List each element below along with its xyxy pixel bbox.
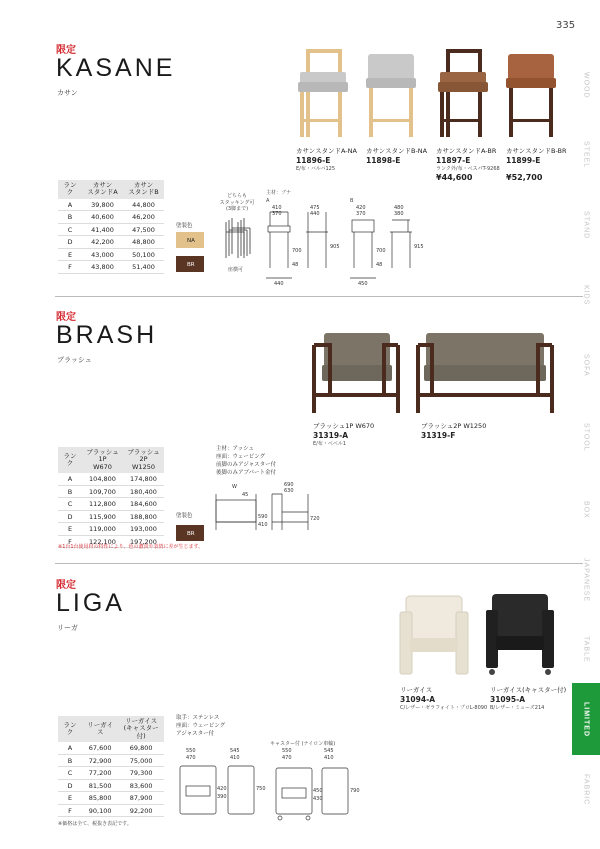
kasane-title: KASANE — [56, 54, 176, 82]
tab-wood[interactable]: WOOD — [582, 71, 590, 99]
liga-spec-notes: 取手：ステンレス 座面：ウェービング アジャスター付 — [176, 715, 226, 737]
table-row: F 122,100 197,200 — [58, 535, 164, 548]
kasane-product-b-na: カサンスタンドB-NA 11898-E — [366, 147, 428, 165]
liga-product-chair: リーガイス 31094-A C/レザー・ゼラフォイト・プロL-8090 — [400, 686, 488, 711]
dim-a-h3: 48 — [292, 262, 299, 268]
brash-dim-h3: 720 — [310, 516, 320, 522]
brash-swatch-br-label: BR — [187, 531, 195, 537]
table-row: E 119,000 193,000 — [58, 523, 164, 536]
dim-b-h3: 48 — [376, 262, 383, 268]
brash-product-2p: ブラッシュ2P W1250 31319-F — [421, 422, 487, 440]
liga-dim-b-h1: 790 — [350, 788, 360, 794]
liga-dim-a-top2: 470 — [186, 755, 196, 761]
brash-title: BRASH — [56, 321, 158, 349]
kasane-limited-badge: 限定 — [56, 45, 76, 56]
table-row: F 43,800 51,400 — [58, 261, 164, 274]
table-header: カサン スタンドB — [123, 180, 164, 199]
dim-a-top: 410 — [272, 205, 282, 211]
liga-dim-b-top2: 470 — [282, 755, 292, 761]
tab-stool[interactable]: STOOL — [582, 423, 590, 452]
section-divider — [55, 563, 583, 564]
table-row: B 40,600 46,200 — [58, 211, 164, 224]
liga-dim-b-top: 550 — [282, 748, 292, 754]
table-header: リーガイス — [82, 716, 118, 742]
brash-dimension-drawings — [212, 482, 322, 542]
liga-chair-photo — [400, 596, 468, 674]
liga-dim-b-side: 545 — [324, 748, 334, 754]
dim-a-h2: 905 — [330, 244, 340, 250]
liga-caster-chair-photo — [486, 594, 554, 675]
kasane-dimension-drawings — [262, 204, 437, 286]
brash-1p-photo — [314, 333, 398, 413]
brash-kana: ブラッシュ — [57, 356, 92, 364]
kasane-finish-label: 塗装色 — [176, 223, 193, 229]
table-row: E 85,800 87,900 — [58, 792, 164, 805]
table-header: カサン スタンドA — [82, 180, 123, 199]
kasane-price-table — [58, 180, 164, 274]
kasane-stand-a-br-photo — [438, 49, 488, 137]
kasane-stack-note: どちらも スタッキング可 (3脚まで) — [219, 193, 255, 212]
section-divider — [55, 296, 583, 297]
table-row: C 112,800 184,600 — [58, 498, 164, 511]
kasane-product-a-br: カサンスタンドA-BR 11897-E ランク外/布・ベスパT-9268 ¥44,600 — [436, 147, 500, 182]
table-row: A 104,800 174,800 — [58, 473, 164, 485]
dim-a-bottom: 440 — [274, 281, 284, 286]
brash-dim-h1: 590 — [258, 514, 268, 520]
liga-price-table — [58, 716, 164, 817]
table-header: ブラッシュ2P W1250 — [123, 447, 164, 473]
kasane-chair-photos — [296, 44, 556, 144]
tab-table[interactable]: TABLE — [582, 635, 590, 663]
kasane-kana: カサン — [57, 89, 78, 97]
table-row: C 77,200 79,300 — [58, 767, 164, 780]
liga-dim-a-side: 545 — [230, 748, 240, 754]
dim-b-w3: 380 — [394, 211, 404, 217]
kasane-stand-b-na-photo — [366, 54, 416, 137]
table-row: B 109,700 180,400 — [58, 485, 164, 498]
stacking-illustration — [220, 218, 258, 262]
tab-kids[interactable]: KIDS — [582, 284, 590, 306]
kasane-stand-b-br-photo — [506, 54, 556, 137]
table-row: B 72,900 75,000 — [58, 754, 164, 767]
table-row: F 90,100 92,200 — [58, 804, 164, 817]
dim-b-h1: 700 — [376, 248, 386, 254]
liga-dim-a-h3: 390 — [217, 794, 227, 800]
tab-limited[interactable]: LIMITED — [572, 683, 600, 755]
kasane-dim-b-label: B — [350, 198, 354, 204]
brash-2p-photo — [418, 333, 552, 413]
brash-spec-notes: 主材：アッシュ 座面：ウェービング 前脚のみアジャスター付 後脚のみアブパート金付 — [216, 446, 277, 476]
liga-title: LIGA — [56, 589, 125, 617]
liga-limited-badge: 限定 — [56, 580, 76, 591]
table-header: ランク — [58, 716, 82, 742]
brash-limited-badge: 限定 — [56, 312, 76, 323]
liga-dim-a-h1: 750 — [256, 786, 266, 792]
table-row: D 81,500 83,600 — [58, 779, 164, 792]
table-header: ランク — [58, 180, 82, 199]
table-row: A 67,600 69,800 — [58, 742, 164, 754]
liga-footnote: ※価格は全て、税抜き表記です。 — [58, 821, 132, 827]
tab-box[interactable]: BOX — [582, 501, 590, 519]
liga-kana: リーガ — [57, 624, 78, 632]
liga-chair-photos — [396, 590, 556, 682]
liga-dimension-drawings — [172, 746, 362, 822]
liga-dim-b-side2: 410 — [324, 755, 334, 761]
liga-caster-label: キャスター付 (ナイロン車輪) — [270, 741, 336, 747]
table-row: D 42,200 48,800 — [58, 236, 164, 249]
kasane-side-view-label: 座横可 — [228, 267, 244, 273]
dim-b-bottom: 450 — [358, 281, 368, 286]
table-row: D 115,900 188,800 — [58, 510, 164, 523]
tab-sofa[interactable]: SOFA — [582, 353, 590, 377]
liga-dim-b-h3: 430 — [313, 796, 323, 802]
table-header: ランク — [58, 447, 82, 473]
tab-japanese[interactable]: JAPANESE — [582, 557, 590, 603]
swatch-na-label: NA — [187, 238, 195, 244]
dim-b-top: 420 — [356, 205, 366, 211]
table-row: C 41,400 47,500 — [58, 223, 164, 236]
brash-finish-label: 塗装色 — [176, 513, 193, 519]
brash-footnote: ※1台1台使用材の特性により、色の濃淡や表情に差が生じます。 — [58, 544, 204, 550]
page-number: 335 — [556, 20, 576, 31]
table-header: ブラッシュ1P W670 — [82, 447, 123, 473]
brash-price-table — [58, 447, 164, 548]
brash-dim-w: W — [232, 484, 237, 490]
kasane-material: 主材：ブナ — [266, 190, 292, 196]
dim-b-top2: 370 — [356, 211, 366, 217]
kasane-product-a-na: カサンスタンドA-NA 11896-E E/布・バルバ125 — [296, 147, 357, 172]
dim-a-w3: 440 — [310, 211, 320, 217]
dim-a-w2: 475 — [310, 205, 320, 211]
kasane-product-b-br: カサンスタンドB-BR 11899-E ¥52,700 — [506, 147, 567, 182]
liga-dim-a-side2: 410 — [230, 755, 240, 761]
swatch-br-label: BR — [187, 262, 195, 268]
brash-dim-d: 690 — [284, 482, 294, 488]
dim-a-h1: 700 — [292, 248, 302, 254]
kasane-stand-a-na-photo — [298, 49, 348, 137]
brash-dim-h2: 410 — [258, 522, 268, 528]
category-side-tabs — [572, 0, 600, 849]
liga-product-caster-chair: リーガイス(キャスター付) 31095-A B/レザー・ミューズ214 — [490, 686, 567, 711]
brash-dim-d2: 630 — [284, 488, 294, 494]
brash-product-1p: ブラッシュ1P W670 31319-A E/布・ベベル1 — [313, 422, 375, 447]
dim-a-top2: 370 — [272, 211, 282, 217]
liga-dim-a-h2: 420 — [217, 786, 227, 792]
brash-sofa-photos — [308, 325, 558, 420]
liga-dim-a-top: 550 — [186, 748, 196, 754]
table-row: A 39,800 44,800 — [58, 199, 164, 211]
tab-stand[interactable]: STAND — [582, 210, 590, 240]
table-row: E 43,000 50,100 — [58, 248, 164, 261]
table-header: リーガイス (キャスター付) — [118, 716, 164, 742]
tab-steel[interactable]: STEEL — [582, 141, 590, 169]
brash-dim-a: 45 — [242, 492, 249, 498]
liga-dim-b-h2: 450 — [313, 788, 323, 794]
dim-b-w2: 480 — [394, 205, 404, 211]
tab-fabric[interactable]: FABRIC — [582, 774, 590, 806]
kasane-dim-a-label: A — [266, 198, 270, 204]
dim-b-h2: 915 — [414, 244, 424, 250]
